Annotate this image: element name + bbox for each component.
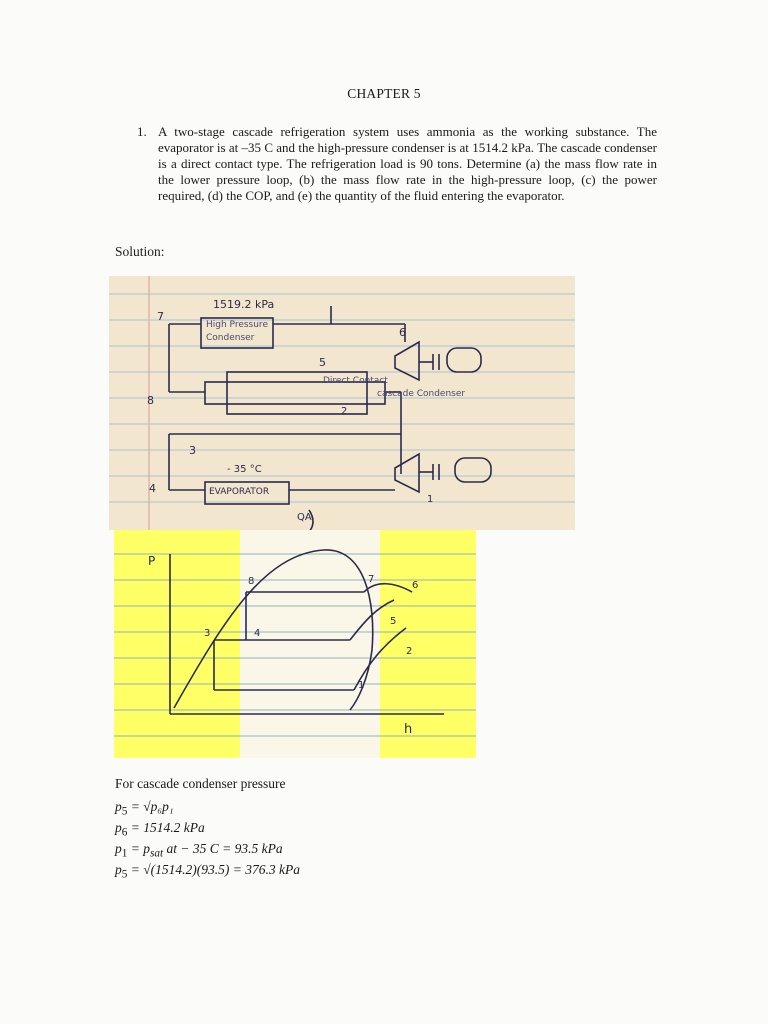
eq3-tail: at − 35 C = 93.5 kPa <box>163 841 283 856</box>
schematic-evaporator-label: EVAPORATOR <box>209 487 270 497</box>
ph-state-6: 6 <box>412 580 419 591</box>
ph-state-3: 3 <box>204 628 211 639</box>
problem-statement <box>137 124 657 204</box>
problem-text: A two-stage cascade refrigeration system uses ammonia as the working substance. The evaporator is at –35 C and the high-pressure condenser is at 1514.2 kPa. The cascade condenser is a direct contact type. The refrigeration load is 90 tons. Determine (a) the mass flow rate in the lower pressure loop, (b) the mass flow rate in the high-pressure loop, (c) the power required, (d) the COP, and (e) the quantity of the fluid entering the evaporator. <box>158 124 657 203</box>
eq3-rhs: = p <box>130 841 150 856</box>
schematic-drawing <box>109 276 575 530</box>
eq3-sub: 1 <box>121 847 128 860</box>
schematic-sketch <box>109 276 575 530</box>
ph-state-4: 4 <box>254 628 261 639</box>
eq1-sub: 5 <box>121 805 128 818</box>
eq3-lhs: p <box>115 841 122 856</box>
schematic-heat-label: QA <box>297 512 312 523</box>
schematic-pressure-note: 1519.2 kPa <box>213 298 275 311</box>
formula-lead: For cascade condenser pressure <box>115 776 286 791</box>
eq1-rhs: = √p₆p₁ <box>130 799 174 814</box>
equation-2 <box>115 817 300 838</box>
eq2-sub: 6 <box>121 826 128 839</box>
equation-1 <box>115 796 300 817</box>
eq2-rhs: = 1514.2 kPa <box>130 820 205 835</box>
ph-state-5: 5 <box>390 616 397 627</box>
schematic-state-8: 8 <box>147 394 154 407</box>
schematic-state-1: 1 <box>427 494 434 505</box>
schematic-state-4: 4 <box>149 482 156 495</box>
equation-4 <box>115 859 300 880</box>
problem-number: 1. <box>137 124 147 139</box>
solution-label: Solution: <box>115 244 165 259</box>
ph-axis-p: P <box>148 554 156 568</box>
schematic-state-2: 2 <box>341 406 348 417</box>
schematic-state-6: 6 <box>399 326 406 339</box>
schematic-evaporator-temp: - 35 °C <box>227 464 262 475</box>
eq3-sub-sat: sat <box>150 847 164 860</box>
schematic-hp-condenser-label-1: High Pressure <box>206 320 268 330</box>
eq4-sub: 5 <box>121 868 128 881</box>
eq1-lhs: p <box>115 799 122 814</box>
ph-axis-h: h <box>404 722 413 737</box>
ph-state-8: 8 <box>248 576 255 587</box>
schematic-direct-contact-label: Direct Contact <box>323 376 388 386</box>
equation-3 <box>115 838 300 859</box>
schematic-hp-condenser-label-2: Condenser <box>206 333 255 343</box>
schematic-cascade-condenser-label: cascade Condenser <box>377 389 466 399</box>
schematic-state-5: 5 <box>319 356 326 369</box>
schematic-state-3: 3 <box>189 444 196 457</box>
eq4-rhs: = √(1514.2)(93.5) = 376.3 kPa <box>130 862 300 877</box>
ph-diagram-drawing <box>114 530 476 758</box>
eq4-lhs: p <box>115 862 122 877</box>
ph-state-2: 2 <box>406 646 413 657</box>
formula-block <box>115 776 300 880</box>
ph-state-1: 1 <box>358 680 365 691</box>
ph-diagram-sketch <box>114 530 476 758</box>
schematic-state-7: 7 <box>157 310 164 323</box>
eq2-lhs: p <box>115 820 122 835</box>
ph-state-7: 7 <box>368 574 375 585</box>
chapter-heading: CHAPTER 5 <box>347 86 421 101</box>
